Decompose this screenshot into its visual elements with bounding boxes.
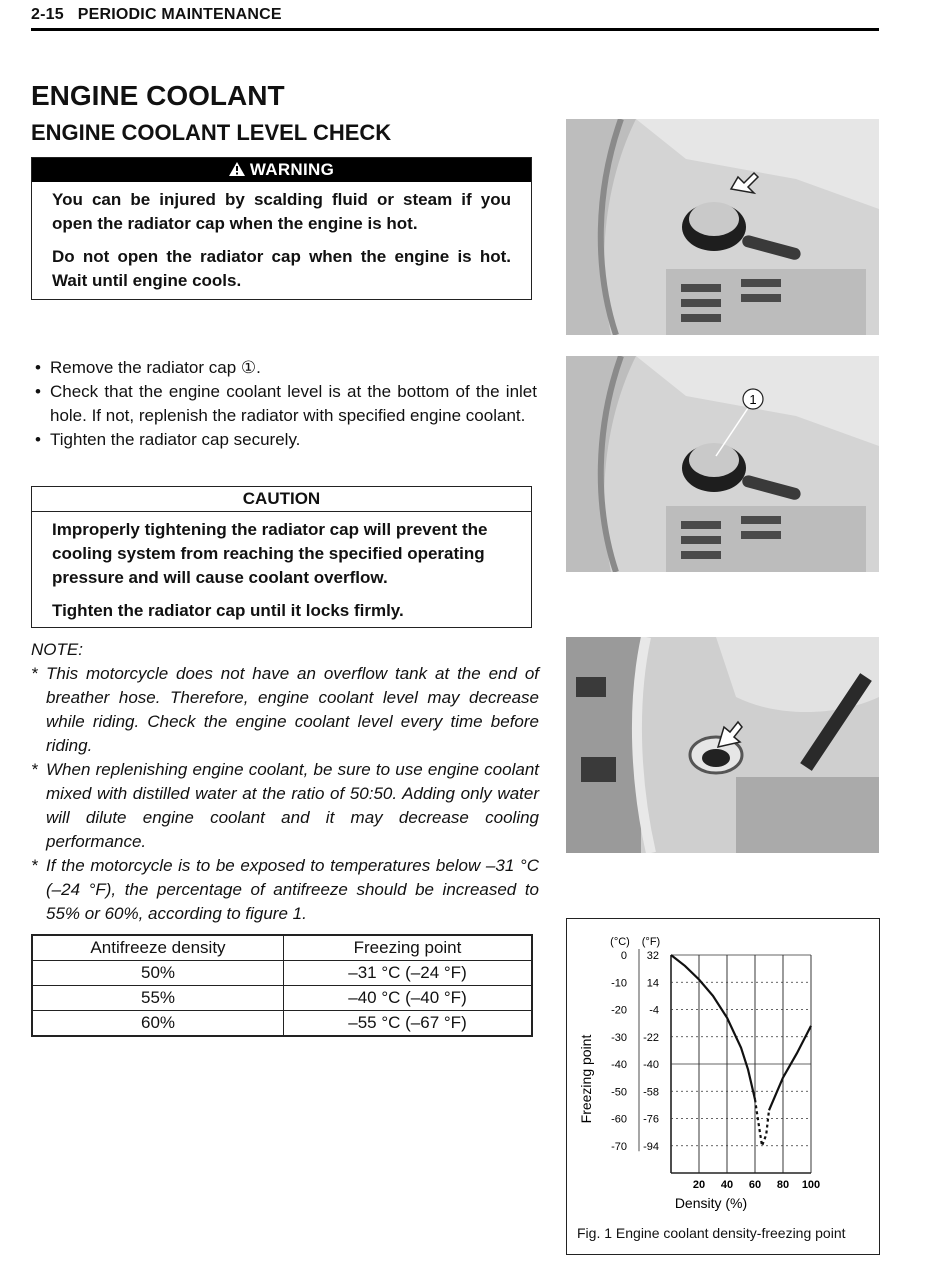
note-item: * When replenishing engine coolant, be sure to use engine coolant mixed with distilled water at the ratio of 50:50. Adding only water will dilute engine coolant and it may decrease cooling performance. — [31, 760, 539, 851]
warning-label: WARNING — [249, 160, 335, 179]
y-tick-label-celsius: 0 — [620, 950, 627, 962]
caution-box — [31, 486, 532, 628]
note-item: * This motorcycle does not have an overflow tank at the end of breather hose. Therefore, engine coolant level may decrease while riding. Check the engine coolant level every time before riding. — [31, 664, 539, 755]
list-item: • Tighten the radiator cap securely. — [35, 430, 301, 449]
table-header-row — [32, 935, 532, 961]
unit-celsius: (°C) — [610, 936, 630, 948]
warning-triangle-icon — [229, 160, 250, 179]
x-tick-label: 80 — [776, 1179, 790, 1191]
y-tick-label-fahrenheit: 14 — [646, 977, 659, 990]
header-rule — [31, 28, 879, 31]
unit-fahrenheit: (°F) — [641, 936, 661, 948]
density-freezing-chart — [566, 918, 880, 1255]
section-name: PERIODIC MAINTENANCE — [77, 6, 282, 23]
caution-text-2: Tighten the radiator cap until it locks firmly. — [52, 601, 404, 620]
x-tick-label: 20 — [692, 1179, 706, 1191]
y-tick-label-celsius: -60 — [611, 1113, 627, 1126]
x-tick-label: 60 — [748, 1179, 762, 1191]
table-row: 55% –40 °C (–40 °F) — [32, 986, 532, 1011]
note-label: NOTE: — [31, 640, 83, 659]
y-tick-label-fahrenheit: -58 — [643, 1086, 659, 1099]
x-tick-label: 40 — [720, 1179, 734, 1191]
caution-heading: CAUTION — [32, 487, 531, 512]
note-item: * If the motorcycle is to be exposed to temperatures below –31 °C (–24 °F), the percentage of antifreeze should be increased to 55% or 60%, according to figure 1. — [31, 856, 539, 923]
note-section — [31, 638, 539, 926]
freezing-curve-line — [671, 955, 811, 1110]
warning-box — [31, 157, 532, 300]
warning-text-1: You can be injured by scalding fluid or steam if you open the radiator cap when the engine is hot. — [52, 190, 511, 233]
section-title: ENGINE COOLANT LEVEL CHECK — [31, 120, 392, 145]
warning-text-2: Do not open the radiator cap when the engine is hot. Wait until engine cools. — [52, 247, 511, 290]
y-tick-label-celsius: -50 — [611, 1086, 627, 1099]
x-axis-label: Density (%) — [674, 1195, 748, 1211]
table-row: 60% –55 °C (–67 °F) — [32, 1011, 532, 1037]
page-header — [31, 6, 282, 24]
list-item: • Remove the radiator cap ①. — [35, 358, 261, 377]
procedure-steps — [35, 356, 537, 452]
radiator-cap-photo — [566, 119, 879, 335]
radiator-cap-callout-photo — [566, 356, 879, 572]
inlet-hole-photo — [566, 637, 879, 853]
column-header: Antifreeze density — [32, 935, 284, 961]
callout-number: 1 — [749, 392, 757, 407]
y-tick-label-celsius: -20 — [611, 1004, 627, 1017]
y-tick-label-fahrenheit: 32 — [646, 950, 659, 962]
list-item: • Check that the engine coolant level is at the bottom of the inlet hole. If not, replenish the radiator with specified engine coolant. — [35, 382, 537, 425]
freezing-curve-minimum-dashed — [755, 1099, 769, 1145]
y-axis-label: Freezing point — [578, 1034, 594, 1124]
caution-text-1: Improperly tightening the radiator cap will prevent the cooling system from reaching the specified operating pressure and will cause coolant overflow. — [52, 520, 488, 587]
column-header: Freezing point — [284, 935, 533, 961]
y-tick-label-fahrenheit: -76 — [643, 1113, 659, 1126]
table-row: 50% –31 °C (–24 °F) — [32, 961, 532, 986]
y-tick-label-fahrenheit: -4 — [649, 1004, 659, 1017]
x-tick-label: 100 — [801, 1179, 821, 1191]
y-tick-label-celsius: -40 — [611, 1059, 627, 1071]
y-tick-label-fahrenheit: -94 — [643, 1140, 659, 1153]
y-tick-label-fahrenheit: -22 — [643, 1031, 659, 1044]
page-title: ENGINE COOLANT — [31, 80, 285, 111]
page-number: 2-15 — [31, 6, 64, 23]
antifreeze-table — [31, 934, 533, 1037]
y-tick-label-fahrenheit: -40 — [643, 1059, 659, 1071]
y-tick-label-celsius: -70 — [611, 1140, 627, 1153]
figure-caption: Fig. 1 Engine coolant density-freezing point — [577, 1225, 846, 1241]
y-tick-label-celsius: -30 — [611, 1031, 627, 1044]
y-tick-label-celsius: -10 — [611, 977, 627, 990]
warning-heading — [32, 158, 531, 182]
